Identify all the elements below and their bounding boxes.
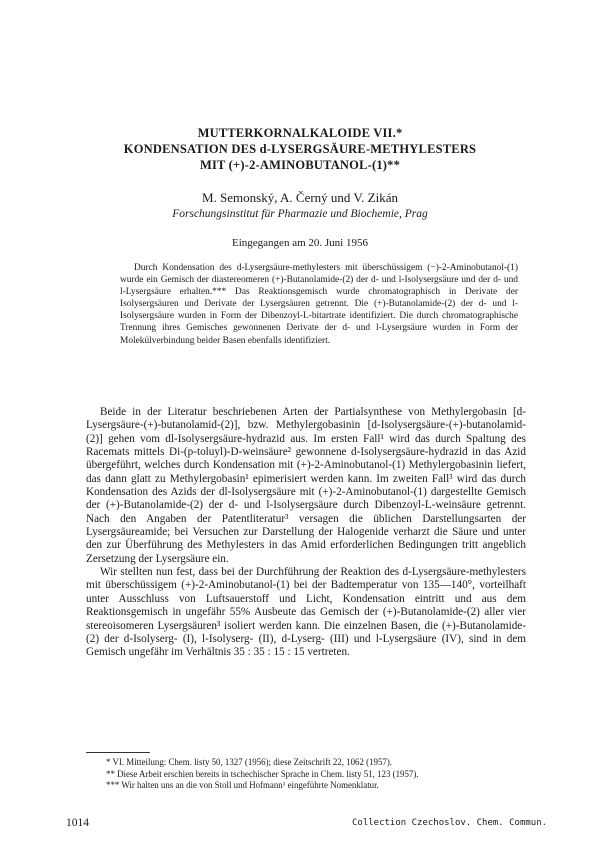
article-body (86, 406, 526, 660)
author-list: M. Semonský, A. Černý und V. Zikán (202, 190, 398, 205)
journal-name: Collection Czechoslov. Chem. Commun. (352, 818, 548, 828)
abstract: Durch Kondensation des d-Lysergsäure-methylesters mit überschüssigem (−)-2-Aminobutanol-(1) wurde ein Gemisch der diastereomeren (+)-Butanolamide-(2) der d- und l-Isolysergsäure und der d- und l-Lysergsäure erhalten.*** Das Reaktionsgemisch wurde chromatographisch in Derivate der Isolysergsäuren und Derivate der Lysergsäuren getrennt. Die (+)-Butanolamide-(2) der d- und l-Isolysergsäure wurden in Form der Dibenzoyl-L-bitartrate identifiziert. Die durch chromatographische Trennung ihres Gemisches gewonnenen Derivate der d- und l-Lysergsäure wurden in Form der Molekülverbindung beider Basen ebenfalls identifiziert. (120, 263, 518, 346)
article-title-line-3: MIT (+)-2-AMINOBUTANOL-(1)** (199, 158, 401, 172)
footnote-3: *** Wir halten uns an die von Stoll und Hofmann¹ eingeführte Nomenklatur. (106, 780, 379, 791)
footnotes (86, 757, 526, 792)
body-paragraph-2: Wir stellten nun fest, dass bei der Durchführung der Reaktion des d-Lysergsäure-methylesters mit überschüssigem (+)-2-Aminobutanol-(1) bei der Badtemperatur von 135—140°, vorteilhaft unter Ausschluss von Luftsauerstoff und Licht, Kondensation eintritt und aus dem Reaktionsgemisch in ungefähr 55% Ausbeute das Gemisch der (+)-Butanolamide-(2) aller vier stereoisomeren Lysergsäuren³ isoliert werden kann. Die einzelnen Basen, die (+)-Butanolamide-(2) der d-Isolyserg- (I), l-Isolyserg- (II), d-Lyserg- (III) und l-Lysergsäure (IV), sind in dem Gemisch ungefähr im Verhältnis 35 : 35 : 15 : 15 vertreten. (86, 566, 526, 659)
footnote-divider (86, 752, 150, 753)
institution: Forschungsinstitut für Pharmazie und Biochemie, Prag (172, 208, 428, 220)
article-title-line-1: MUTTERKORNALKALOIDE VII.* (197, 126, 403, 140)
article-title-line-2: KONDENSATION DES d-LYSERGSÄURE-METHYLESTERS (123, 142, 477, 156)
page-number: 1014 (66, 817, 89, 829)
footnote-1: * VI. Mitteilung: Chem. listy 50, 1327 (1956); diese Zeitschrift 22, 1062 (1957). (106, 757, 393, 767)
footnote-2: ** Diese Arbeit erschien bereits in tschechischer Sprache in Chem. listy 51, 123 (1957). (106, 768, 419, 779)
body-paragraph-1: Beide in der Literatur beschriebenen Arten der Partialsynthese von Methylergobasin [d-Lysergsäure-(+)-butanolamid-(2)], bzw. Methylergobasinin [d-Isolysergsäure-(+)-butanolamid-(2)] gehen vom dl-Isolysergsäure-hydrazid aus. Im ersten Fall¹ wird das durch Spaltung des Racemats mittels Di-(p-toluyl)-D-weinsäure² gewonnene d-Isolysergsäure-hydrazid in das Azid übergeführt, welches durch Kondensation mit (+)-2-Aminobutanol-(1) Methylergobasinin liefert, das dann glatt zu Methylergobasin¹ epimerisiert werden kann. Im zweiten Fall³ wird das durch Kondensation des Azids der dl-Isolysergsäure mit (+)-2-Aminobutanol-(1) dargestellte Gemisch der (+)-Butanolamide-(2) der d- und l-Isolysergsäure durch Dibenzoyl-L-weinsäure getrennt. Nach den Angaben der Patentliteratur³ versagen die üblichen Darstellungsarten der Lysergsäureamide; bei Versuchen zur Darstellung der Halogenide verharzt die Säure und unter den zur Überführung des Methylesters in das Amid erforderlichen Bedingungen tritt angeblich Zersetzung der Lysergsäure ein. (86, 406, 526, 565)
received-date: Eingegangen am 20. Juni 1956 (232, 237, 368, 249)
